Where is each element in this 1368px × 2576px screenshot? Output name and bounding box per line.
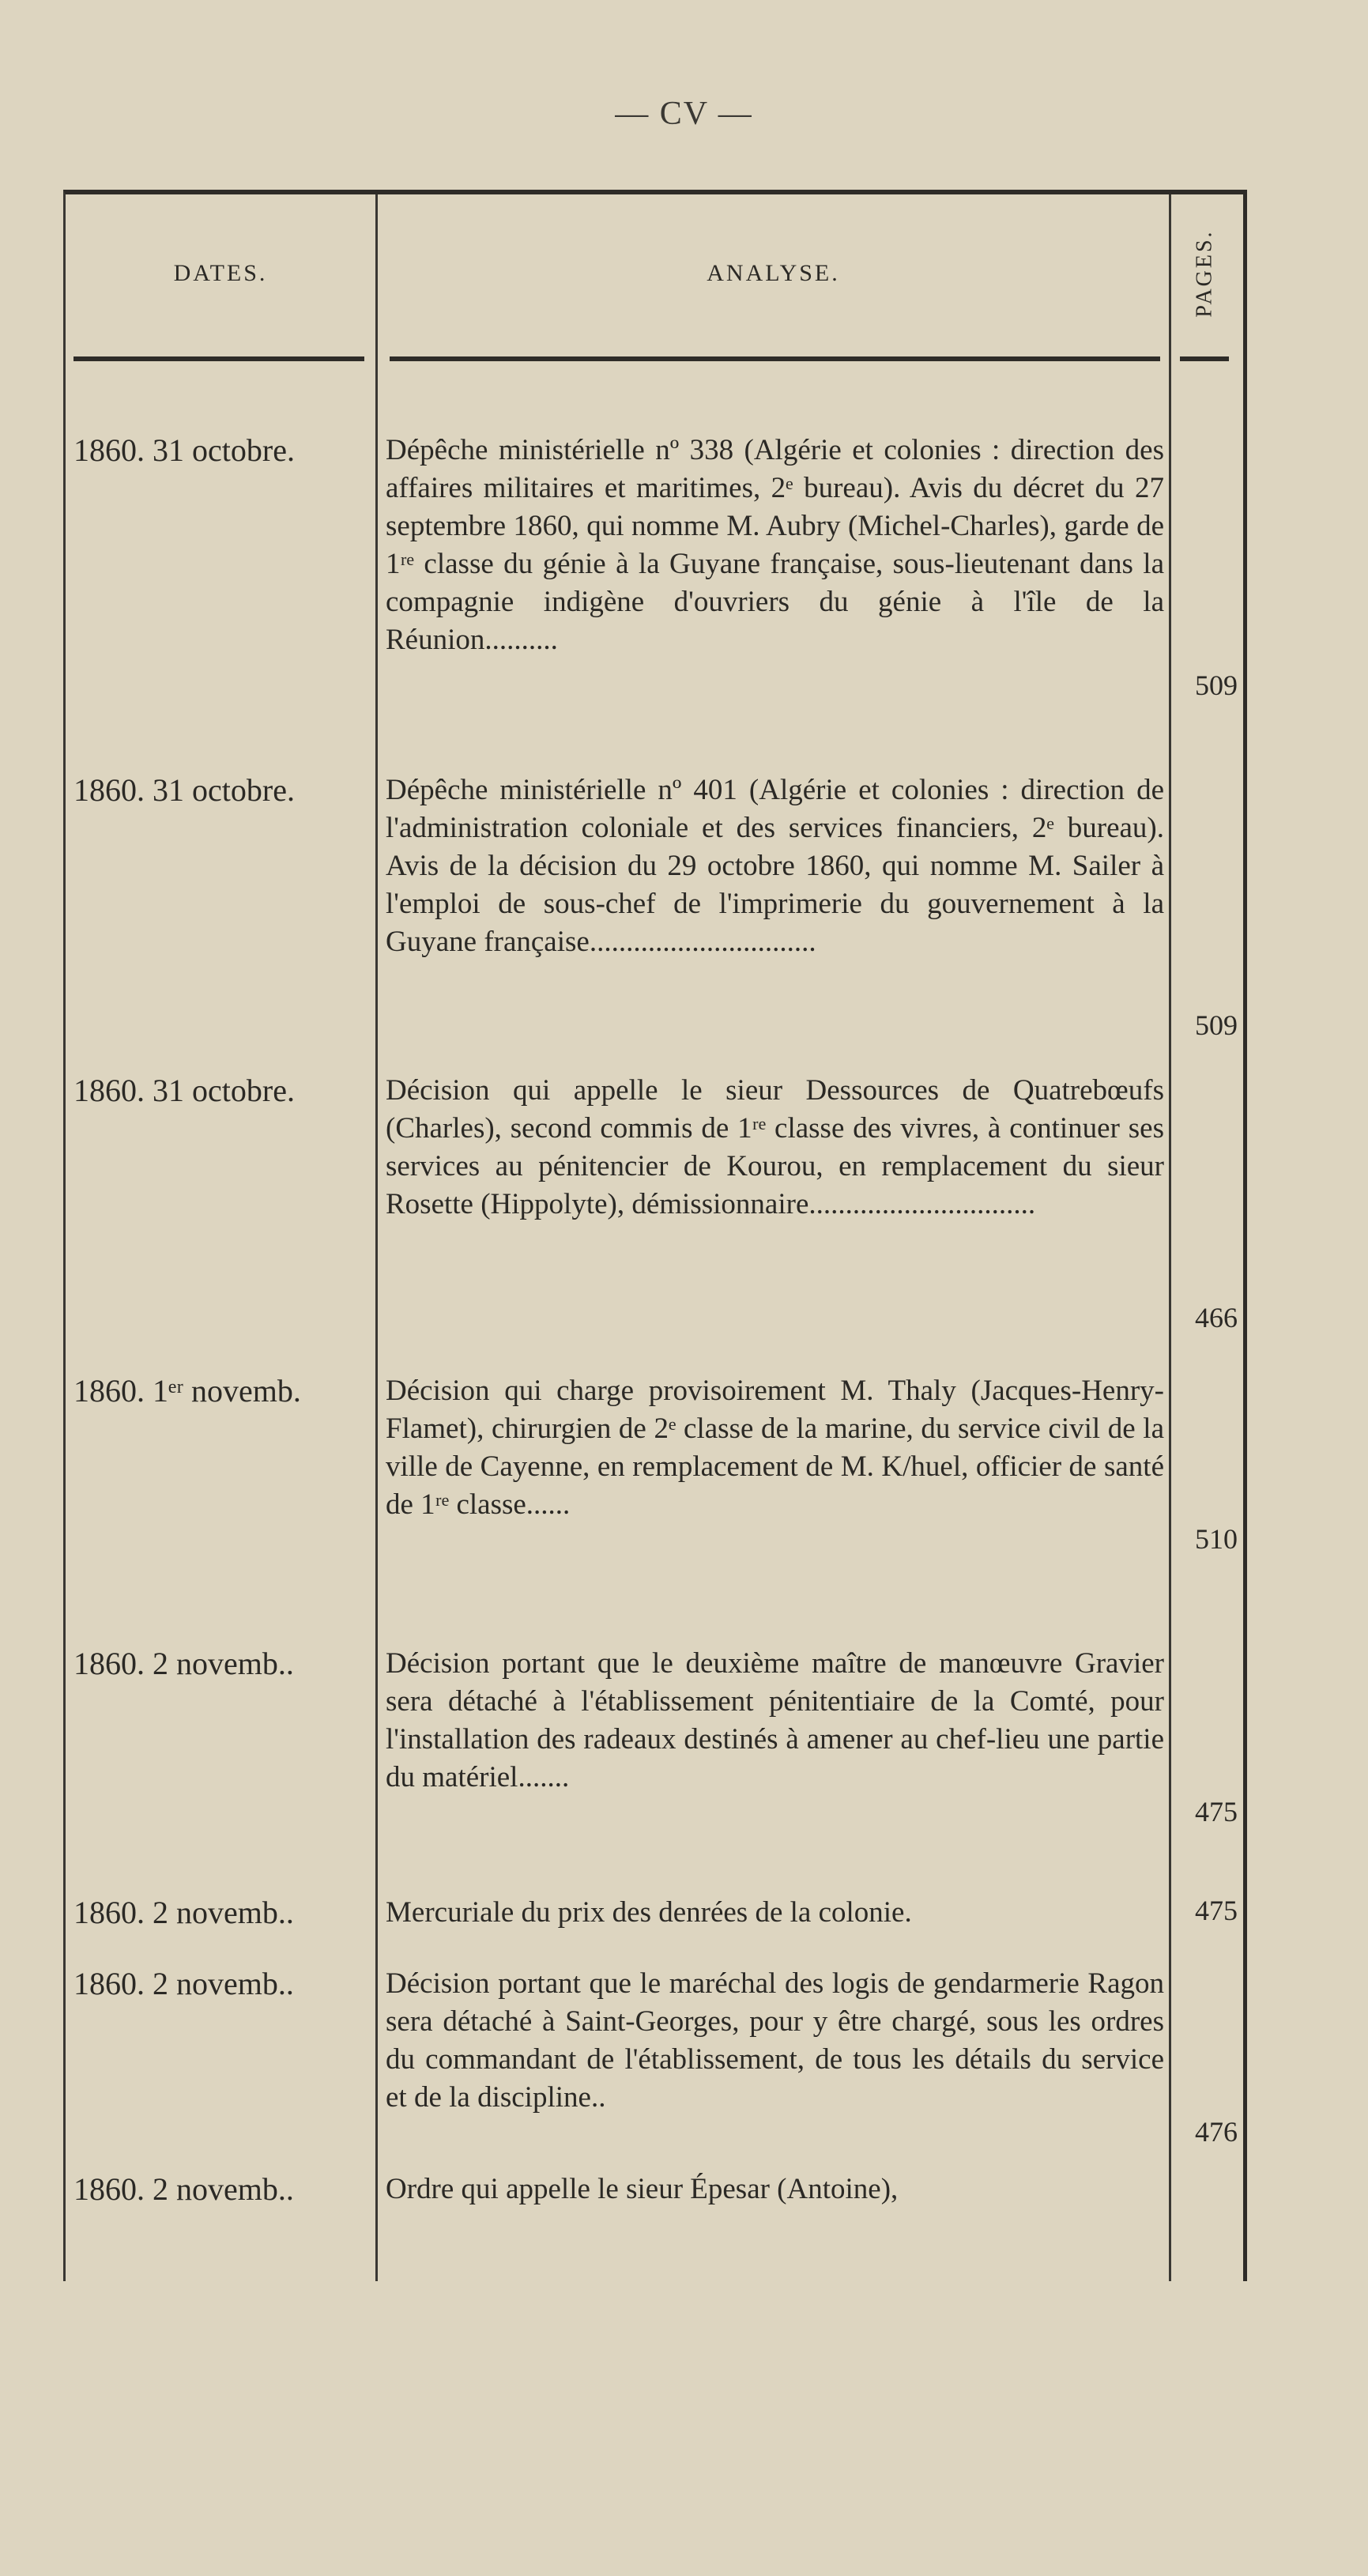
entry-date: 1860. 31 octobre. [73, 772, 295, 808]
entry-page: 509 [1195, 669, 1238, 701]
column-divider [1169, 194, 1171, 2281]
column-divider [375, 194, 378, 2281]
entry-page: 466 [1195, 1302, 1238, 1333]
header-dates: DATES. [173, 260, 268, 286]
analysis-table [63, 190, 1247, 2281]
entry-analysis: Décision portant que le maréchal des logis de gendarmerie Ragon sera détaché à Saint-Georges, pour y être chargé, sous les ordres du commandant de l'établissement, de tous les détails du service et de la discipline.. [386, 1967, 1164, 2114]
entry-date: 1860. 2 novemb.. [73, 1966, 294, 2001]
entry-page: 509 [1195, 1009, 1238, 1041]
header-rule [73, 356, 364, 361]
entry-analysis: Décision qui appelle le sieur Dessources de Quatrebœufs (Charles), second commis de 1ʳᵉ classe des vivres, à continuer ses services au pénitencier de Kourou, en remplacement du sieur Rosette (Hippolyte), démissionnaire............................... [386, 1074, 1164, 1220]
page-number: — CV — [615, 96, 753, 132]
entry-analysis: Décision qui charge provisoirement M. Thaly (Jacques-Henry-Flamet), chirurgien de 2ᵉ classe de la marine, du service civil de la ville de Cayenne, en remplacement de M. K/huel, officier de santé de 1ʳᵉ classe...... [386, 1375, 1164, 1521]
entry-analysis: Dépêche ministérielle nº 338 (Algérie et colonies : direction des affaires militaires et maritimes, 2ᵉ bureau). Avis du décret du 27 septembre 1860, qui nomme M. Aubry (Michel-Charles), garde de 1ʳᵉ classe du génie à la Guyane française, sous-lieutenant dans la compagnie indigène d'ouvriers du génie à l'île de la Réunion.......... [386, 434, 1164, 656]
header-rule [1180, 356, 1229, 361]
entry-page: 475 [1195, 1895, 1238, 1926]
entry-date: 1860. 1ᵉʳ novemb. [73, 1373, 301, 1409]
entry-date: 1860. 31 octobre. [73, 432, 295, 468]
entry-date: 1860. 31 octobre. [73, 1073, 295, 1108]
entry-date: 1860. 2 novemb.. [73, 1646, 294, 1681]
entry-analysis: Ordre qui appelle le sieur Épesar (Antoine), [386, 2173, 899, 2205]
entry-page: 475 [1195, 1796, 1238, 1827]
entry-analysis: Dépêche ministérielle nº 401 (Algérie et colonies : direction de l'administration coloniale et des services financiers, 2ᵉ bureau). Avis de la décision du 29 octobre 1860, qui nomme M. Sailer à l'emploi de sous-chef de l'imprimerie du gouvernement à la Guyane française............................... [386, 774, 1164, 958]
entry-date: 1860. 2 novemb.. [73, 1895, 294, 1930]
entry-date: 1860. 2 novemb.. [73, 2171, 294, 2207]
entry-page: 476 [1195, 2116, 1238, 2148]
entry-analysis: Décision portant que le deuxième maître de manœuvre Gravier sera détaché à l'établissement pénitentiaire de la Comté, pour l'installation des radeaux destinés à amener au chef-lieu une partie du matériel....... [386, 1647, 1164, 1793]
header-analyse: ANALYSE. [707, 260, 840, 286]
header-rule [390, 356, 1160, 361]
header-pages: PAGES. [1193, 229, 1217, 318]
entry-page: 510 [1195, 1523, 1238, 1555]
entry-analysis: Mercuriale du prix des denrées de la colonie. [386, 1896, 912, 1929]
